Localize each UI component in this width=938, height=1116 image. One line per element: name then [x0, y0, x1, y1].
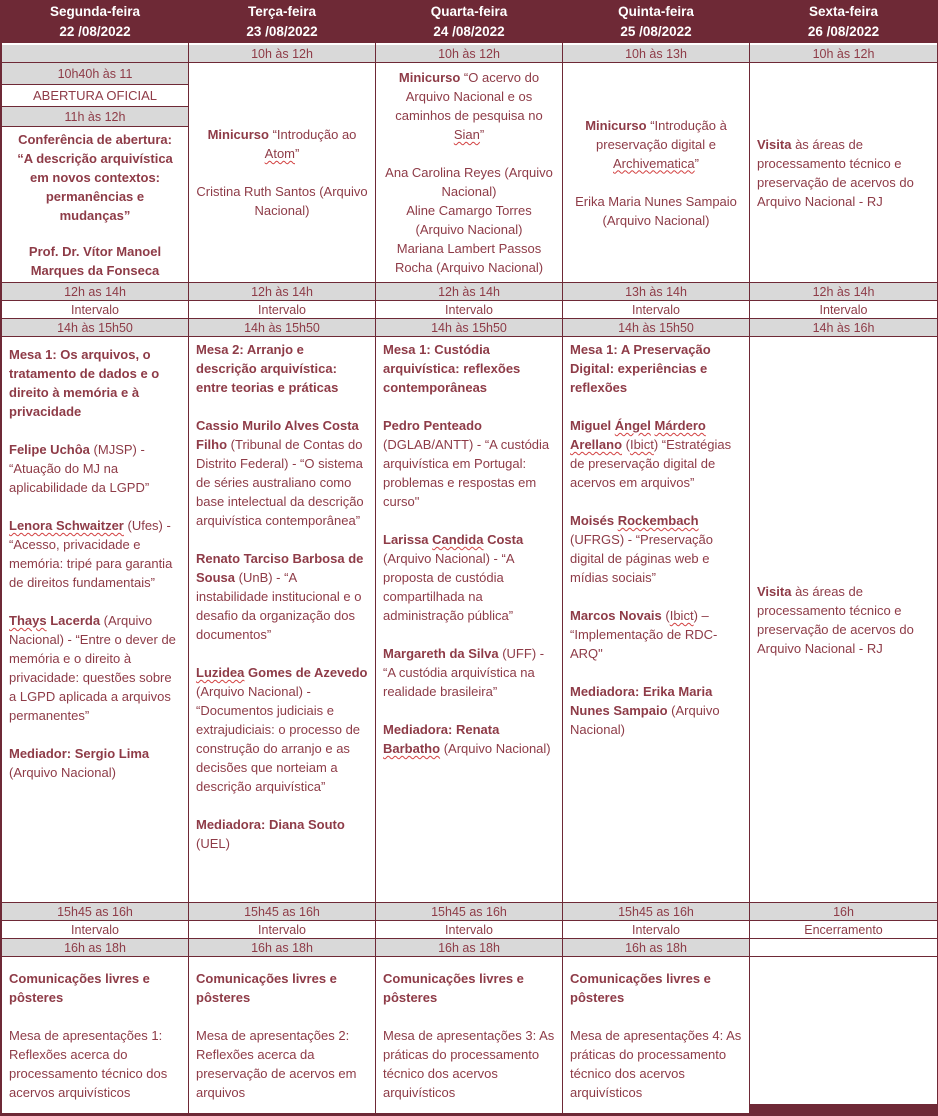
time-slot-opening-monday: 10h40h às 11 [2, 63, 188, 85]
time-slot-lunch-friday: 12h às 14h [750, 283, 937, 301]
day-name: Quarta-feira [430, 3, 508, 19]
day-date: 25 /08/2022 [620, 23, 692, 39]
time-slot-lunch-wednesday: 12h às 14h [376, 283, 562, 301]
session-afternoon-wednesday: Mesa 1: Custódia arquivística: reflexões contemporâneas Pedro Penteado (DGLAB/ANTT) - “A custódia arquivística em Portugal: problemas e respostas em curso" Larissa Candida Costa (Arquivo Nacional) - “A proposta de custódia compartilhada na administração pública” Margareth da Silva (UFF) - “A custódia arquivística na realidade brasileira” Mediadora: Renata Barbatho (Arquivo Nacional) [376, 337, 562, 903]
session-afternoon-thursday: Mesa 1: A Preservação Digital: experiências e reflexões Miguel Ángel Márdero Arellano (Ibict) “Estratégias de preservação digital de acervos em arquivos” Moisés Rockembach (UFRGS) - “Preservação digital de páginas web e mídias sociais” Marcos Novais (Ibict) – “Implementação de RDC-ARQ" Mediadora: Erika Maria Nunes Sampaio (Arquivo Nacional) [563, 337, 749, 903]
session-opening-conference: Conferência de abertura: “A descrição arquivística em novos contextos: permanências e mudanças” Prof. Dr. Vítor Manoel Marques da Fonseca [2, 127, 188, 283]
column-tuesday [189, 0, 376, 1113]
intervalo2-wednesday: Intervalo [376, 921, 562, 939]
time-slot-lunch-monday: 12h as 14h [2, 283, 188, 301]
time-slot-afternoon-friday: 14h às 16h [750, 319, 937, 337]
intervalo-tuesday: Intervalo [189, 301, 375, 319]
session-afternoon-monday: Mesa 1: Os arquivos, o tratamento de dados e o direito à memória e à privacidade Felipe Uchôa (MJSP) - “Atuação do MJ na aplicabilidade da LGPD” Lenora Schwaitzer (Ufes) - “Acesso, privacidade e memória: tripé para garantia de direitos fundamentais” Thays Lacerda (Arquivo Nacional) - “Entre o dever de memória e o direito à privacidade: questões sobre a LGPD aplicada a arquivos permanentes” Mediador: Sergio Lima (Arquivo Nacional) [2, 337, 188, 903]
day-header-wednesday [376, 0, 562, 45]
time-slot-evening-tuesday: 16h as 18h [189, 939, 375, 957]
column-monday [2, 0, 189, 1113]
session-afternoon-friday: Visita às áreas de processamento técnico e preservação de acervos do Arquivo Nacional - RJ [750, 337, 937, 903]
abertura-oficial-label: ABERTURA OFICIAL [2, 85, 188, 107]
day-header-monday [2, 0, 188, 45]
column-thursday [563, 0, 750, 1113]
day-date: 24 /08/2022 [433, 23, 505, 39]
session-evening-thursday: Comunicações livres e pôsteres Mesa de apresentações 4: As práticas do processamento técnico dos acervos arquivísticos [570, 971, 742, 1100]
day-header-friday [750, 0, 937, 45]
day-name: Sexta-feira [808, 3, 879, 19]
time-slot-afternoon-monday: 14h às 15h50 [2, 319, 188, 337]
time-slot-evening-monday: 16h as 18h [2, 939, 188, 957]
intervalo-friday: Intervalo [750, 301, 937, 319]
time-slot-evening-thursday: 16h as 18h [563, 939, 749, 957]
time-slot-afternoon-thursday: 14h às 15h50 [563, 319, 749, 337]
session-evening-monday: Comunicações livres e pôsteres Mesa de apresentações 1: Reflexões acerca do processamento técnico dos acervos arquivísticos [9, 971, 168, 1100]
encerramento-friday: Encerramento [750, 921, 937, 939]
time-slot-break-thursday: 15h45 as 16h [563, 903, 749, 921]
day-date: 26 /08/2022 [807, 23, 880, 39]
intervalo2-monday: Intervalo [2, 921, 188, 939]
page-cut-maroon-strip [750, 1104, 937, 1113]
time-slot-afternoon-tuesday: 14h às 15h50 [189, 319, 375, 337]
time-slot-morning-wednesday: 10h às 12h [376, 45, 562, 63]
column-friday [750, 0, 937, 1113]
time-slot-afternoon-wednesday: 14h às 15h50 [376, 319, 562, 337]
session-morning-tuesday: Minicurso “Introdução ao Atom” Cristina Ruth Santos (Arquivo Nacional) [189, 63, 375, 283]
session-morning-friday: Visita às áreas de processamento técnico e preservação de acervos do Arquivo Nacional - RJ [750, 63, 937, 283]
session-morning-wednesday: Minicurso “O acervo do Arquivo Nacional e os caminhos de pesquisa no Sian” Ana Carolina Reyes (Arquivo Nacional) Aline Camargo Torres (Arquivo Nacional) Mariana Lambert Passos Rocha (Arquivo Nacional) [376, 63, 562, 283]
intervalo-thursday: Intervalo [563, 301, 749, 319]
time-slot-break-tuesday: 15h45 as 16h [189, 903, 375, 921]
day-date: 23 /08/2022 [246, 23, 318, 39]
time-slot-evening-wednesday: 16h as 18h [376, 939, 562, 957]
time-slot-lunch-thursday: 13h às 14h [563, 283, 749, 301]
day-name: Terça-feira [247, 3, 317, 19]
time-slot-break-wednesday: 15h45 as 16h [376, 903, 562, 921]
day-name: Quinta-feira [618, 3, 694, 19]
session-evening-wednesday: Comunicações livres e pôsteres Mesa de apresentações 3: As práticas do processamento técnico dos acervos arquivísticos [383, 971, 555, 1100]
session-evening-tuesday: Comunicações livres e pôsteres Mesa de apresentações 2: Reflexões acerca da preservação de acervos em arquivos [196, 971, 357, 1100]
time-slot-morning-tuesday: 10h às 12h [189, 45, 375, 63]
intervalo-wednesday: Intervalo [376, 301, 562, 319]
time-slot-morning-monday [2, 45, 188, 63]
time-slot-morning-friday: 10h às 12h [750, 45, 937, 63]
day-header-tuesday [189, 0, 375, 45]
time-slot-break-friday: 16h [750, 903, 937, 921]
session-morning-thursday: Minicurso “Introdução à preservação digital e Archivematica” Erika Maria Nunes Sampaio (Arquivo Nacional) [563, 63, 749, 283]
intervalo-monday: Intervalo [2, 301, 188, 319]
intervalo2-tuesday: Intervalo [189, 921, 375, 939]
time-slot-lunch-tuesday: 12h às 14h [189, 283, 375, 301]
day-date: 22 /08/2022 [59, 23, 131, 39]
day-header-thursday [563, 0, 749, 45]
column-wednesday [376, 0, 563, 1113]
session-evening-friday-empty [750, 957, 937, 1113]
time-slot-morning-thursday: 10h às 13h [563, 45, 749, 63]
time-slot-evening-friday [750, 939, 937, 957]
session-afternoon-tuesday: Mesa 2: Arranjo e descrição arquivística: entre teorias e práticas Cassio Murilo Alves Costa Filho (Tribunal de Contas do Distrito Federal) - “O sistema de séries australiano como base intelectual da descrição arquivística contemporânea” Renato Tarciso Barbosa de Sousa (UnB) - “A instabilidade institucional e o desafio da organização dos documentos” Luzidea Gomes de Azevedo (Arquivo Nacional) - “Documentos judiciais e extrajudiciais: o processo de construção do arranjo e as decisões que norteiam a descrição arquivística” Mediadora: Diana Souto (UEL) [189, 337, 375, 903]
intervalo2-thursday: Intervalo [563, 921, 749, 939]
time-slot-break-monday: 15h45 as 16h [2, 903, 188, 921]
time-slot-conference-monday: 11h às 12h [2, 107, 188, 127]
day-name: Segunda-feira [49, 3, 141, 19]
